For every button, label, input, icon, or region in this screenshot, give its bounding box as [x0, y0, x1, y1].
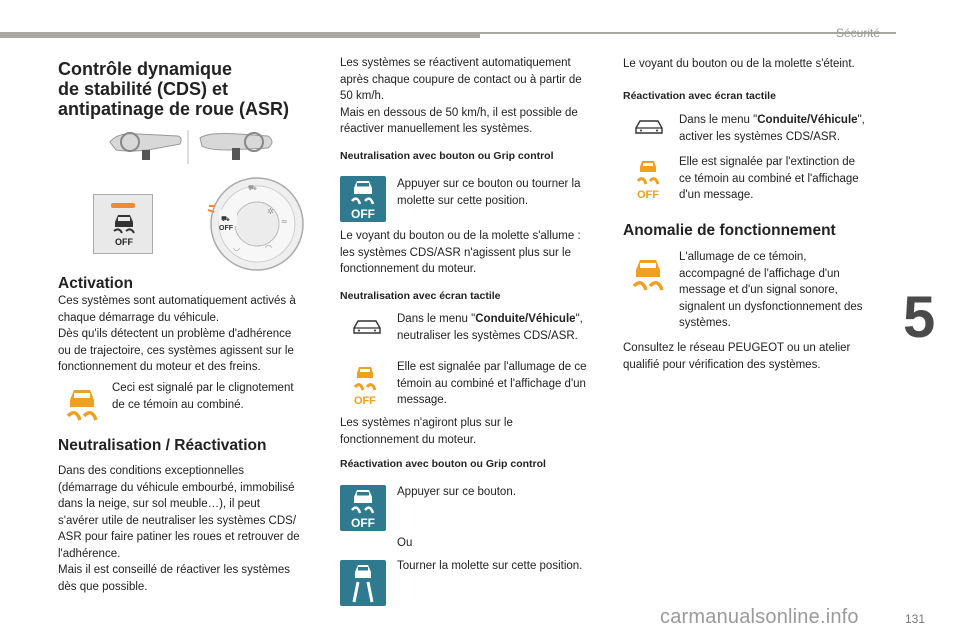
sub2-menu-text: Dans le menu "Conduite/Véhicule", neutraliser les systèmes CDS/ASR. — [397, 313, 583, 342]
car-outline-icon — [351, 318, 383, 336]
car-outline-icon-2 — [633, 118, 665, 136]
anomalie-text: L'allumage de ce témoin, accompagné de l'affichage d'un message et d'un signal sonore, signalent un dysfonctionnement des systèmes. — [679, 251, 863, 329]
activation-icon-text: Ceci est signalé par le clignotement de ce témoin au combiné. — [112, 382, 294, 411]
sub2-after-text: Les systèmes n'agiront plus sur le fonctionnement du moteur. — [340, 417, 513, 446]
neutralisation-text: Dans des conditions exceptionnelles (démarrage du véhicule embourbé, immobilisé dans la neige, sur sol meuble…), il peut s'avérer utile de neutraliser les systèmes CDS/ ASR pour faire patiner les roues et retrouver de l'adhérence. Mais il est conseillé de réactiver les systèmes dès que possible. — [58, 465, 300, 593]
skid-car-icon — [111, 212, 137, 234]
skid-warning-icon — [64, 386, 100, 424]
anomalie-heading: Anomalie de fonctionnement — [623, 222, 836, 239]
neutralisation-heading: Neutralisation / Réactivation — [58, 437, 267, 454]
section-label: Sécurité — [836, 26, 881, 40]
svg-text:✲: ✲ — [267, 207, 274, 216]
svg-text:OFF: OFF — [351, 516, 375, 530]
svg-text:≈: ≈ — [281, 217, 288, 226]
skid-off-warning-icon-2 — [631, 158, 665, 200]
off-button-illustration — [93, 194, 153, 254]
consult-text: Consultez le réseau PEUGEOT ou un atelier qualifié pour vérification des systèmes. — [623, 342, 851, 371]
sub3-dial-text: Tourner la molette sur cette position. — [397, 560, 583, 572]
svg-text:⛟: ⛟ — [248, 184, 257, 192]
right-intro-text: Le voyant du bouton ou de la molette s'éteint. — [623, 58, 855, 70]
svg-text:OFF: OFF — [637, 189, 659, 200]
esp-off-button-icon-2 — [340, 485, 386, 531]
right-warn-text: Elle est signalée par l'extinction de ce témoin au combiné et l'affichage d'un message. — [679, 156, 859, 201]
activation-heading: Activation — [58, 275, 133, 292]
svg-text:OFF: OFF — [351, 207, 375, 221]
sub-heading-reactivate-button: Réactivation avec bouton ou Grip control — [340, 458, 546, 470]
page-title: Contrôle dynamique de stabilité (CDS) et antipatinage de roue (ASR) — [58, 59, 290, 119]
svg-text:OFF: OFF — [354, 395, 376, 406]
skid-fault-icon — [630, 256, 666, 294]
sub1-icon-text: Appuyer sur ce bouton ou tourner la molette sur cette position. — [397, 178, 581, 207]
grip-control-dial-icon — [205, 176, 305, 277]
svg-text:◡: ◡ — [233, 243, 240, 252]
svg-text:OFF: OFF — [219, 225, 233, 232]
off-label: OFF — [115, 237, 133, 247]
sub-heading-reactivate-touch: Réactivation avec écran tactile — [623, 90, 776, 102]
header-rule — [480, 32, 896, 34]
grip-road-mode-icon — [340, 560, 386, 606]
activation-text: Ces systèmes sont automatiquement activés à chaque démarrage du véhicule. Dès qu'ils détectent un problème d'adhérence ou de trajectoire, ces systèmes agissent sur le fonctionnement du moteur et des freins. — [58, 295, 296, 373]
esp-off-button-icon — [340, 176, 386, 222]
dashboard-illustration-icon — [108, 128, 278, 169]
sub-heading-neutral-button: Neutralisation avec bouton ou Grip control — [340, 150, 554, 162]
chapter-number: 5 — [903, 285, 936, 350]
sub2-warn-text: Elle est signalée par l'allumage de ce témoin au combiné et l'affichage d'un message. — [397, 361, 587, 406]
right-menu-text: Dans le menu "Conduite/Véhicule", activer les systèmes CDS/ASR. — [679, 114, 865, 143]
or-text: Ou — [397, 537, 413, 549]
middle-intro-text: Les systèmes se réactivent automatiquement après chaque coupure de contact ou à partir de 50 km/h. Mais en dessous de 50 km/h, il est possible de réactiver manuellement les systèmes. — [340, 57, 582, 135]
footer-watermark: carmanualsonline.info — [660, 606, 859, 628]
header-bar — [0, 32, 480, 38]
sub1-after-text: Le voyant du bouton ou de la molette s'allume : les systèmes CDS/ASR n'agissent plus sur le fonctionnement du moteur. — [340, 230, 581, 275]
skid-off-warning-icon — [348, 364, 382, 406]
sub3-icon-text: Appuyer sur ce bouton. — [397, 486, 516, 498]
svg-text:◠: ◠ — [265, 243, 272, 252]
sub-heading-neutral-touch: Neutralisation avec écran tactile — [340, 290, 501, 302]
page-number: 131 — [905, 612, 926, 626]
svg-text:⛟: ⛟ — [221, 215, 230, 223]
